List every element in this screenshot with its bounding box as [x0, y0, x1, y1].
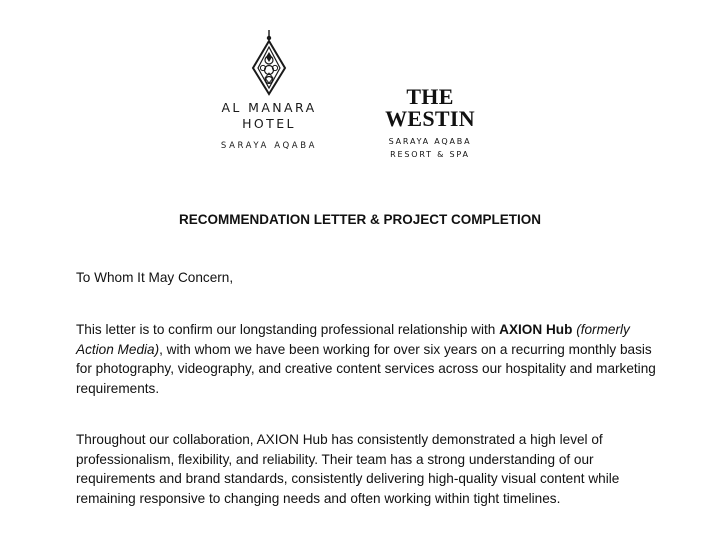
company-name: AXION Hub	[499, 322, 573, 337]
letter-title: RECOMMENDATION LETTER & PROJECT COMPLETION	[178, 212, 541, 227]
paragraph-2: Throughout our collaboration, AXION Hub has consistently demonstrated a high level of professionalism, flexibility, and reliability. Their team has a strong understanding of our requirements and brand standards, consistently delivering high-quality visual content while remaining responsive to changing needs and often working within tight timelines.	[76, 432, 620, 506]
lantern-icon	[249, 30, 289, 96]
p1-text-a: This letter is to confirm our longstanding professional relationship with	[76, 322, 500, 337]
westin-subtitle: SARAYA AQABA RESORT & SPA	[388, 137, 472, 159]
manara-name: AL MANARA HOTEL	[221, 100, 317, 131]
salutation: To Whom It May Concern,	[76, 270, 234, 285]
al-manara-logo	[214, 30, 324, 151]
paragraph-1	[76, 320, 656, 398]
westin-logo	[360, 86, 500, 161]
formerly-note: (formerly Action Media)	[76, 322, 630, 357]
manara-subtitle: SARAYA AQABA	[220, 141, 318, 151]
p1-text-b: , with whom we have been working for over six years on a recurring monthly basis for photography, videography, and creative content services across our hospitality and marketing requirements.	[76, 341, 656, 396]
westin-name: THE WESTIN	[385, 84, 475, 131]
